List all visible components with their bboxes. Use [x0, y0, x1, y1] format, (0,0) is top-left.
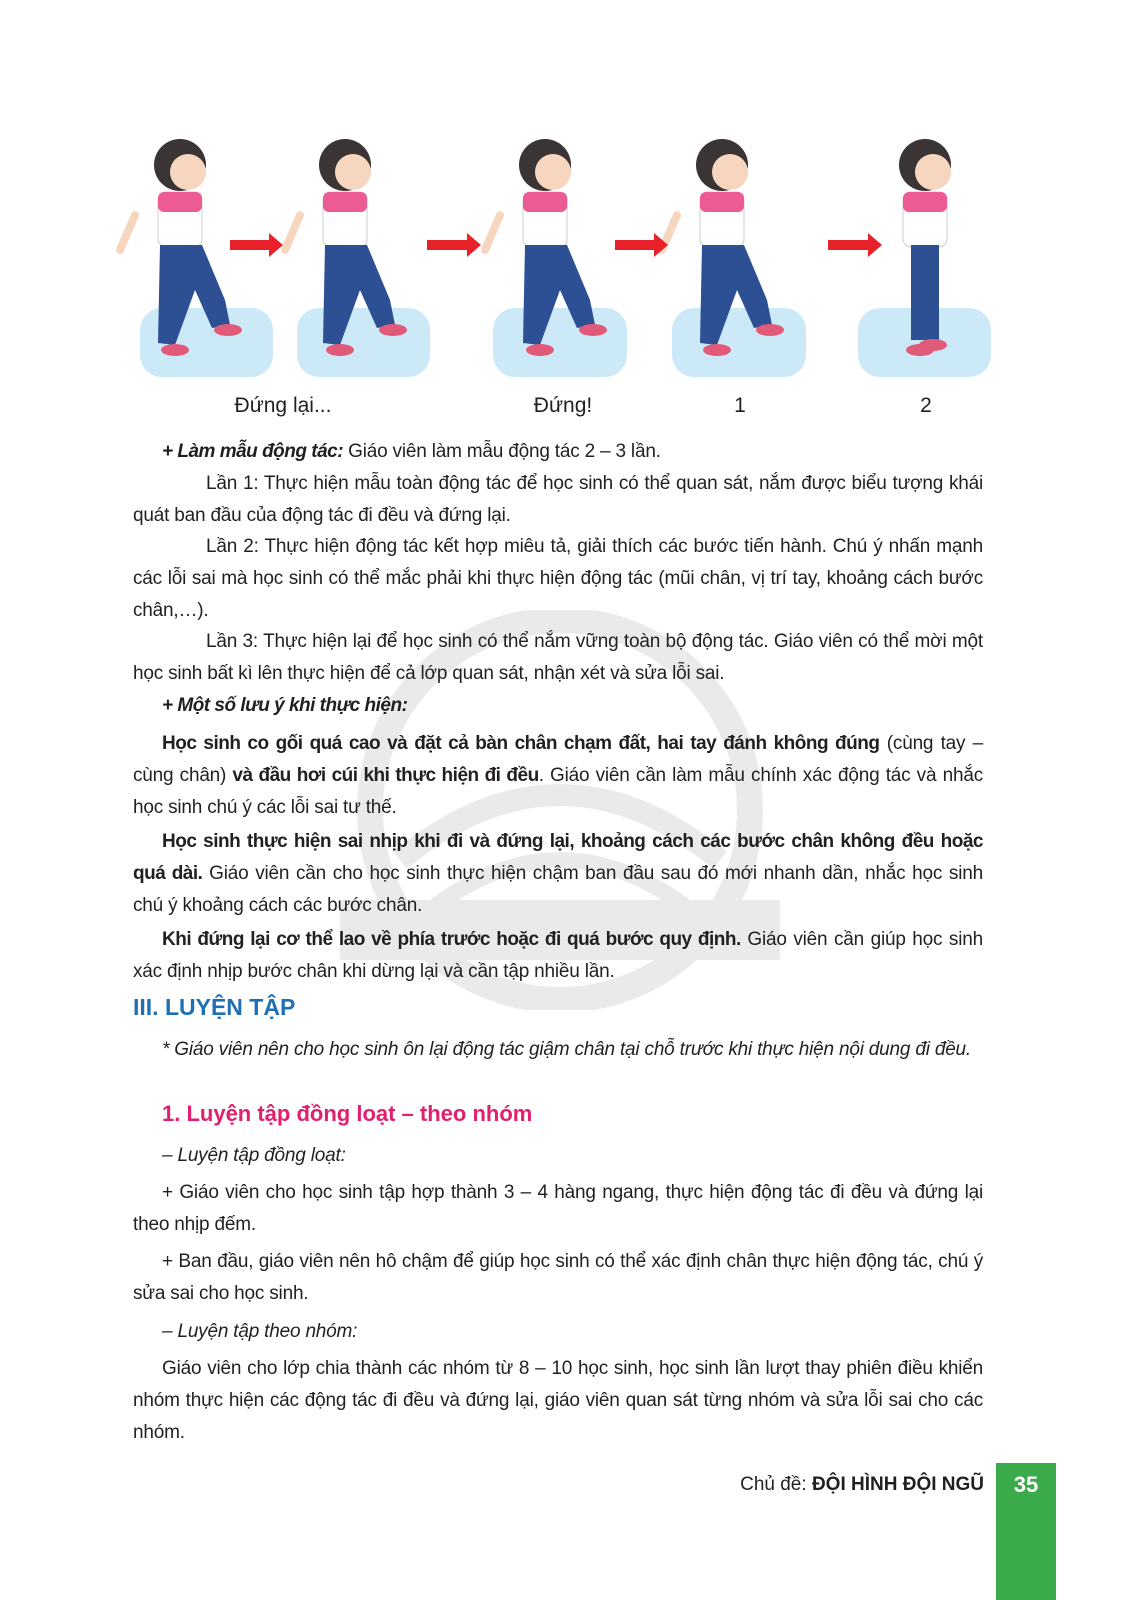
arrow-right-icon — [427, 233, 481, 257]
child-shoe — [526, 344, 554, 356]
child-shoe — [703, 344, 731, 356]
teacher-note: * Giáo viên nên cho học sinh ôn lại động tác giậm chân tại chỗ trước khi thực hiện nội dung đi đều. — [162, 1039, 972, 1060]
child-face — [712, 154, 748, 190]
child-shirt-sleeve — [323, 192, 367, 212]
child-face — [335, 154, 371, 190]
notes-heading — [133, 690, 983, 722]
demo-label: + Làm mẫu động tác: — [162, 441, 344, 462]
demo-paragraph — [133, 436, 983, 468]
child-pants — [911, 245, 939, 340]
footer-topic — [740, 1474, 984, 1496]
group-practice-paragraph: Giáo viên cho lớp chia thành các nhóm từ 8 – 10 học sinh, học sinh lần lượt thay phiên điều khiển nhóm thực hiện các động tác đi đều và đứng lại, giáo viên quan sát từng nhóm và sửa lỗi sai cho các nhóm. — [133, 1358, 983, 1443]
step-2-paragraph: Lần 2: Thực hiện động tác kết hợp miêu tả, giải thích các bước tiến hành. Chú ý nhấn mạnh các lỗi sai mà học sinh có thể mắc phải khi thực hiện động tác (mũi chân, vị trí tay, khoảng cách bước chân,…). — [133, 536, 983, 621]
demo-text: Giáo viên làm mẫu động tác 2 – 3 lần. — [343, 441, 661, 462]
page-number: 35 — [1013, 1472, 1039, 1497]
child-face — [915, 154, 951, 190]
footer-prefix: Chủ đề: — [740, 1474, 812, 1495]
child-shoe — [579, 324, 607, 336]
note-1-paragraph — [133, 728, 983, 824]
child-shirt-sleeve — [903, 192, 947, 212]
child-arm — [285, 215, 300, 250]
child-shoe — [326, 344, 354, 356]
child-shoe — [756, 324, 784, 336]
child-shoe — [214, 324, 242, 336]
note-1-text: (cùng tay – cùng chân) — [133, 733, 983, 786]
footer-topic-title: ĐỘI HÌNH ĐỘI NGŨ — [811, 1474, 984, 1495]
child-shoe — [161, 344, 189, 356]
child-face — [535, 154, 571, 190]
child-arm — [120, 215, 135, 250]
arrow-right-icon — [828, 233, 882, 257]
figure-label-stop-command: Đứng lại... — [234, 394, 332, 417]
step-1-paragraph: Lần 1: Thực hiện mẫu toàn động tác để học sinh có thể quan sát, nắm được biểu tượng khái quát ban đầu của động tác đi đều và đứng lại. — [133, 473, 983, 526]
floor-pad — [672, 308, 806, 377]
mass-practice-paragraph-1: + Giáo viên cho học sinh tập hợp thành 3 – 4 hàng ngang, thực hiện động tác đi đều và đứng lại theo nhịp đếm. — [133, 1182, 983, 1235]
child-shoe — [379, 324, 407, 336]
note-2-paragraph — [133, 826, 983, 922]
group-practice-title: – Luyện tập theo nhóm: — [162, 1321, 358, 1342]
note-1-bold-2: và đầu hơi cúi khi thực hiện đi đều — [232, 765, 539, 786]
note-3-bold: Khi đứng lại cơ thể lao về phía trước hoặc đi quá bước quy định. — [162, 929, 741, 950]
step-3-paragraph: Lần 3: Thực hiện lại để học sinh có thể nắm vững toàn bộ động tác. Giáo viên có thể mời một học sinh bất kì lên thực hiện để cả lớp quan sát, nhận xét và sửa lỗi sai. — [133, 631, 983, 684]
figure-label-1: 1 — [734, 394, 746, 417]
note-2-text: Giáo viên cần cho học sinh thực hiện chậm ban đầu sau đó mới nhanh dần, nhắc học sinh chú ý khoảng cách các bước chân. — [133, 863, 983, 916]
note-1-text-2: . Giáo viên cần làm mẫu chính xác động tác và nhắc học sinh chú ý các lỗi sai tư thế. — [133, 765, 983, 818]
section-heading: III. LUYỆN TẬP — [133, 994, 296, 1020]
note-3-paragraph — [133, 924, 983, 988]
child-shoe — [919, 339, 947, 351]
note-3-text: Giáo viên cần giúp học sinh xác định nhịp bước chân khi dừng lại và cần tập nhiều lần. — [133, 929, 983, 982]
child-shirt-sleeve — [158, 192, 202, 212]
notes-heading-text: + Một số lưu ý khi thực hiện: — [162, 695, 408, 716]
child-face — [170, 154, 206, 190]
floor-pad — [297, 308, 430, 377]
arrow-right-icon — [230, 233, 283, 257]
figure-label-stop: Đứng! — [533, 394, 593, 417]
subsection-heading: 1. Luyện tập đồng loạt – theo nhóm — [162, 1101, 533, 1126]
mass-practice-title: – Luyện tập đồng loạt: — [162, 1145, 346, 1166]
note-2-bold: Học sinh thực hiện sai nhịp khi đi và đứng lại, khoảng cách các bước chân không đều hoặc quá dài. — [133, 831, 983, 884]
figure-label-2: 2 — [920, 394, 932, 417]
note-1-bold: Học sinh co gối quá cao và đặt cả bàn chân chạm đất, hai tay đánh không đúng — [162, 733, 880, 754]
floor-pad — [493, 308, 627, 377]
child-shirt-sleeve — [523, 192, 567, 212]
child-arm — [485, 215, 500, 250]
walking-sequence-figure — [0, 0, 1140, 390]
mass-practice-paragraph-2: + Ban đầu, giáo viên nên hô chậm để giúp học sinh có thể xác định chân thực hiện động tác, chú ý sửa sai cho học sinh. — [133, 1251, 983, 1304]
child-shirt-sleeve — [700, 192, 744, 212]
